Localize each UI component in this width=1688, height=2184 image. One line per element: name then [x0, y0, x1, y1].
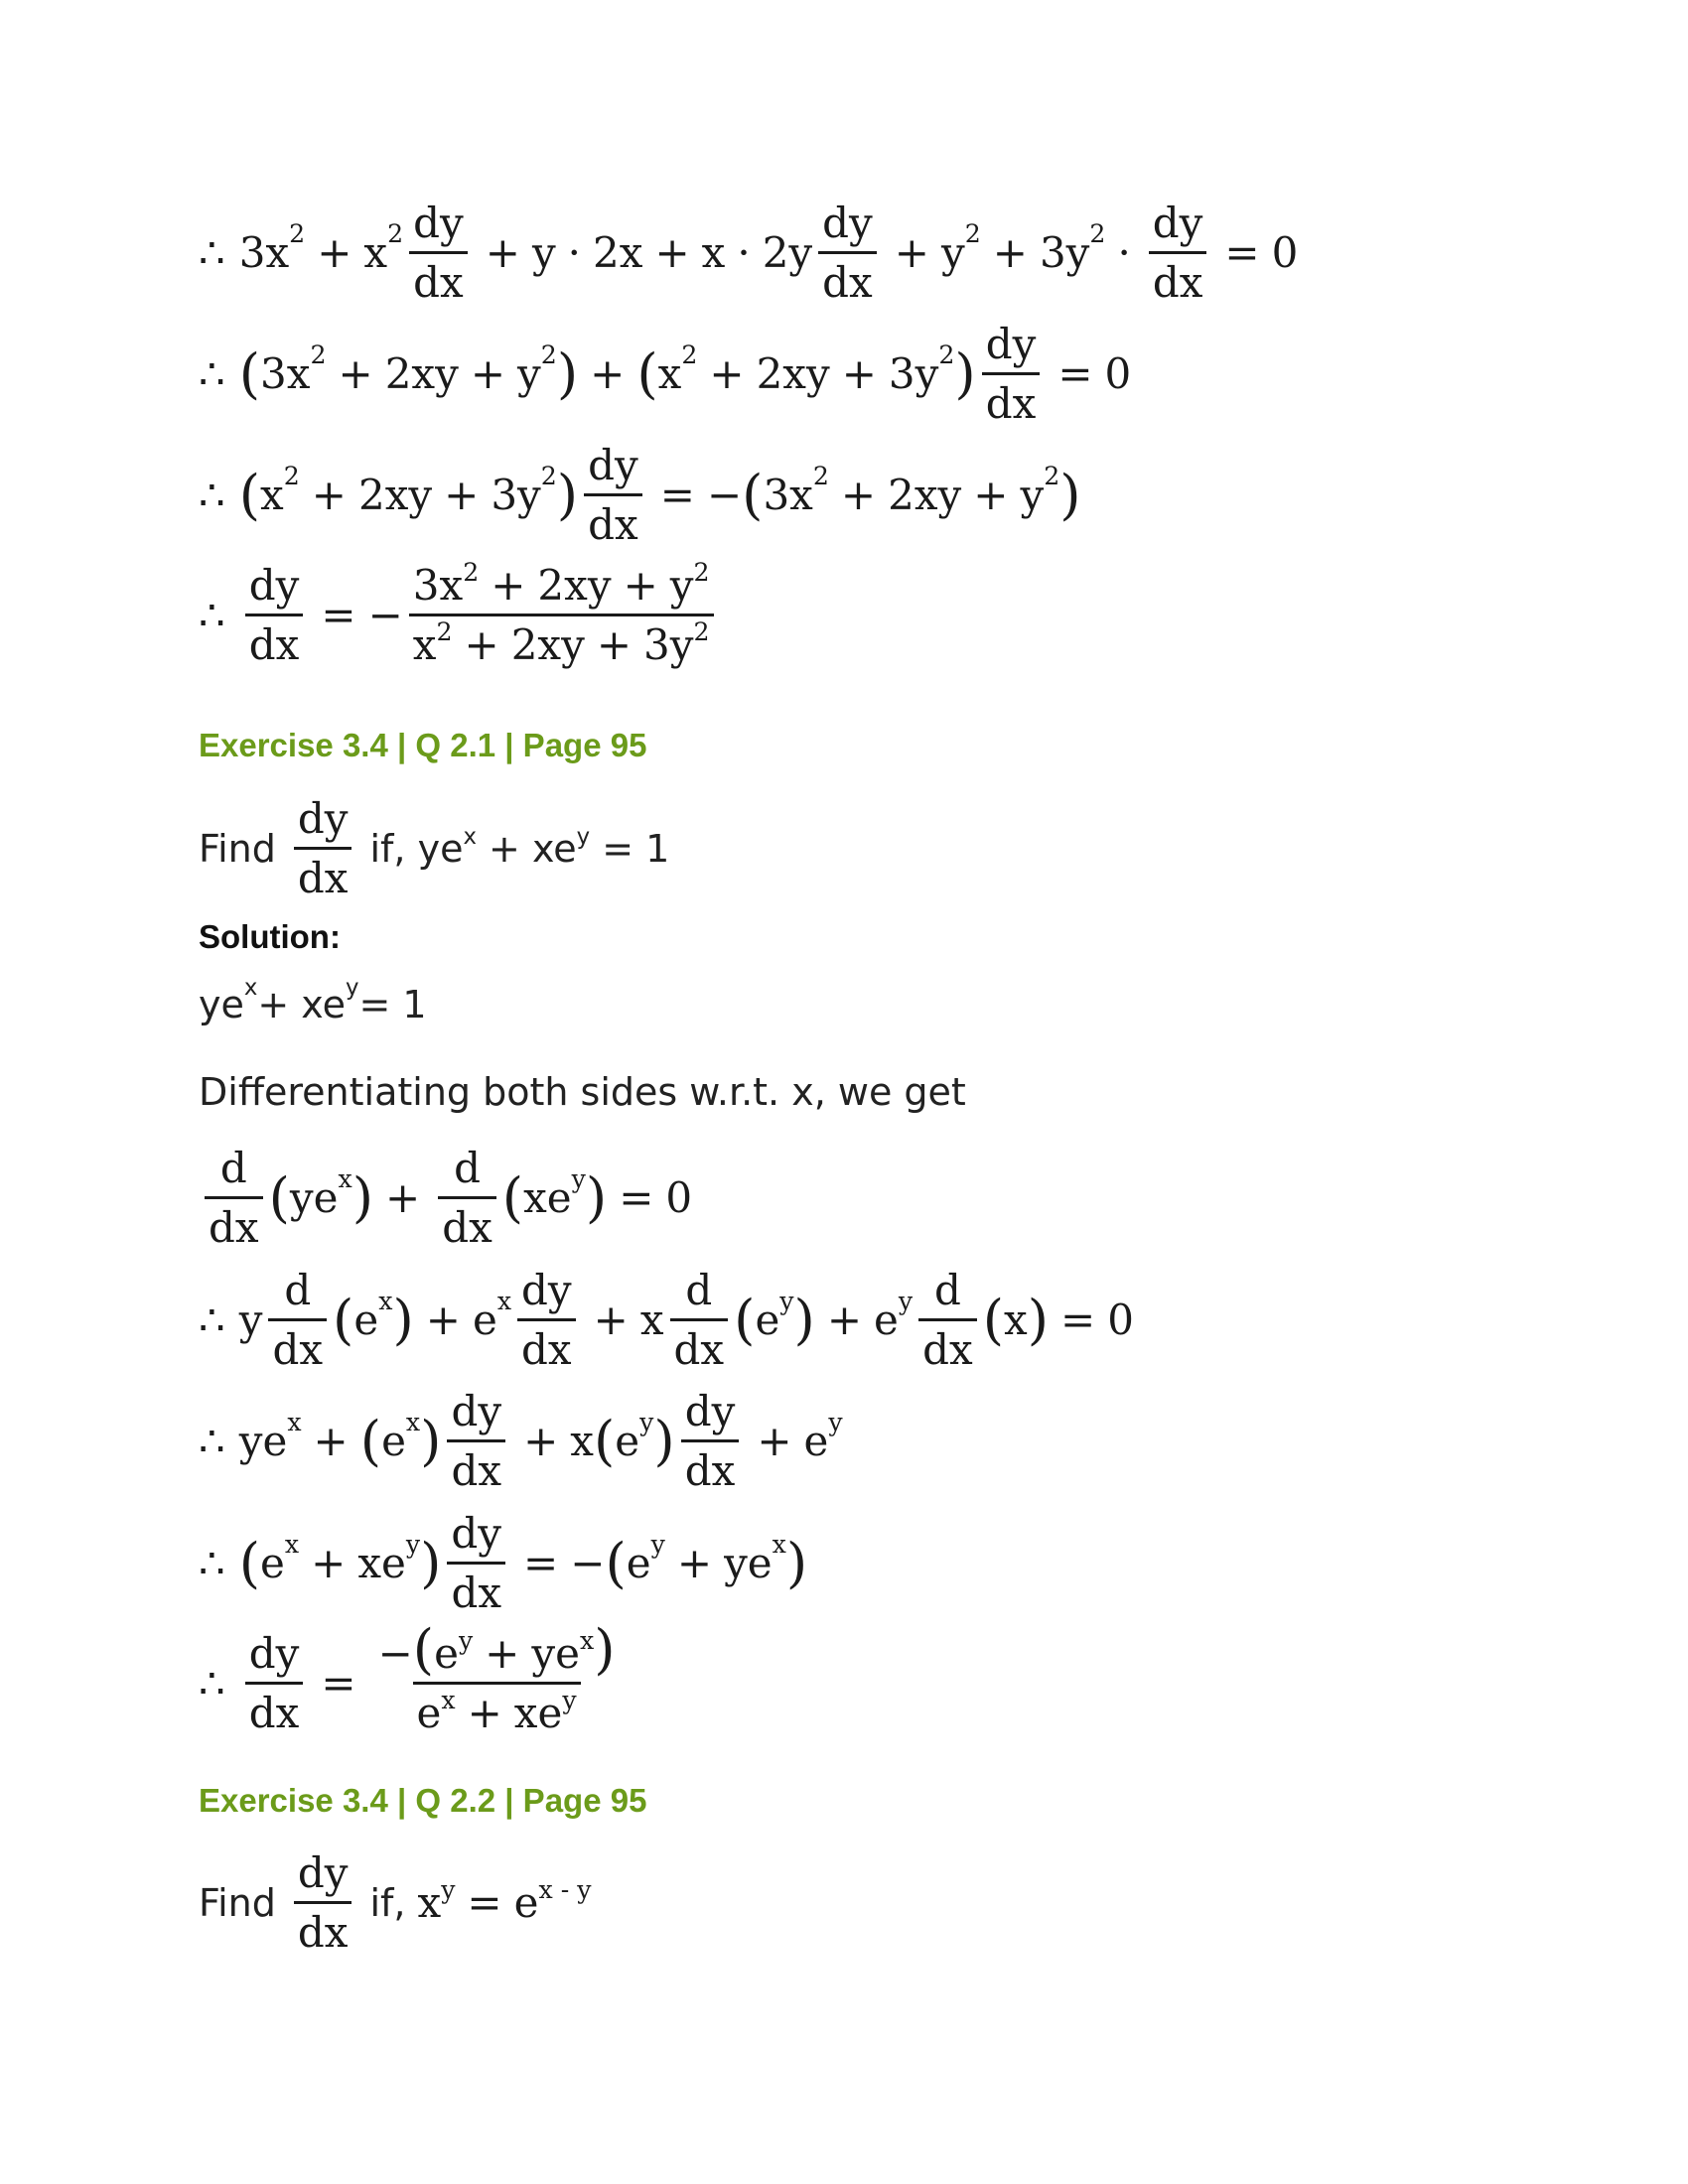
given-equation: ye $^x$ + xe $^y$ = 1 [199, 974, 427, 1026]
question-find-text: Find [199, 1880, 276, 1925]
equation-step-3: ∴ ( x $^2$ + 2xy + 3y $^2$ ) $\frac{dy}{dx}$ = − ( 3x $^2$ + 2xy + y $^2$ ) [199, 441, 1081, 549]
solution-label: Solution: [199, 918, 341, 955]
exercise-heading-2-1: Exercise 3.4 | Q 2.1 | Page 95 [199, 727, 647, 763]
equation-step-1: ∴ 3x $^2$ + x $^2$ $\frac{dy}{dx}$ + y · 2x + x · 2y $\frac{dy}{dx}$ + y $^2$ + 3y $^2$ · $\frac{dy}{dx}$ = 0 [199, 199, 1299, 307]
solution-step-4: ∴ ( e $^x$ + xe $^y$ ) $\frac{dy}{dx}$ = − ( e $^y$ + ye $^x$ ) [199, 1509, 808, 1617]
solution-step-5: ∴ $\frac{dy}{dx}$ = $\frac{-(e^y + ye^x)}{e^x + xe^y}$ [199, 1617, 616, 1737]
question-2-2: Find $\frac{dy}{dx}$ if, $x^y = e^{x - y}$ [199, 1848, 592, 1957]
question-2-1: Find $\frac{dy}{dx}$ if, $ye^x + xe^y = 1$ [199, 794, 670, 902]
equation-step-2: ∴ ( 3x $^2$ + 2xy + y $^2$ ) + ( x $^2$ + 2xy + 3y $^2$ ) $\frac{dy}{dx}$ = 0 [199, 320, 1132, 428]
equation-step-4: ∴ $\frac{dy}{dx}$ = − $\frac{3x^2 + 2xy + y^2}{x^2 + 2xy + 3y^2}$ [199, 561, 720, 669]
solution-step-2: ∴ y $\frac{d}{dx}$ ( e $^x$ ) + e $^x$ $\frac{dy}{dx}$ + x $\frac{d}{dx}$ ( e $^y$ ) + e $^y$ $\frac{d}{dx}$ ( x ) = 0 [199, 1266, 1134, 1374]
solution-step-1: $\frac{d}{dx}$ ( ye $^x$ ) + $\frac{d}{dx}$ ( xe $^y$ ) = 0 [199, 1144, 692, 1252]
solution-step-3: ∴ ye $^x$ + ( e $^x$ ) $\frac{dy}{dx}$ + x ( e $^y$ ) $\frac{dy}{dx}$ + e $^y$ [199, 1387, 843, 1495]
differentiating-text: Differentiating both sides w.r.t. x, we get [199, 1070, 966, 1114]
question-find-text: Find [199, 826, 276, 871]
exercise-heading-2-2: Exercise 3.4 | Q 2.2 | Page 95 [199, 1782, 647, 1819]
